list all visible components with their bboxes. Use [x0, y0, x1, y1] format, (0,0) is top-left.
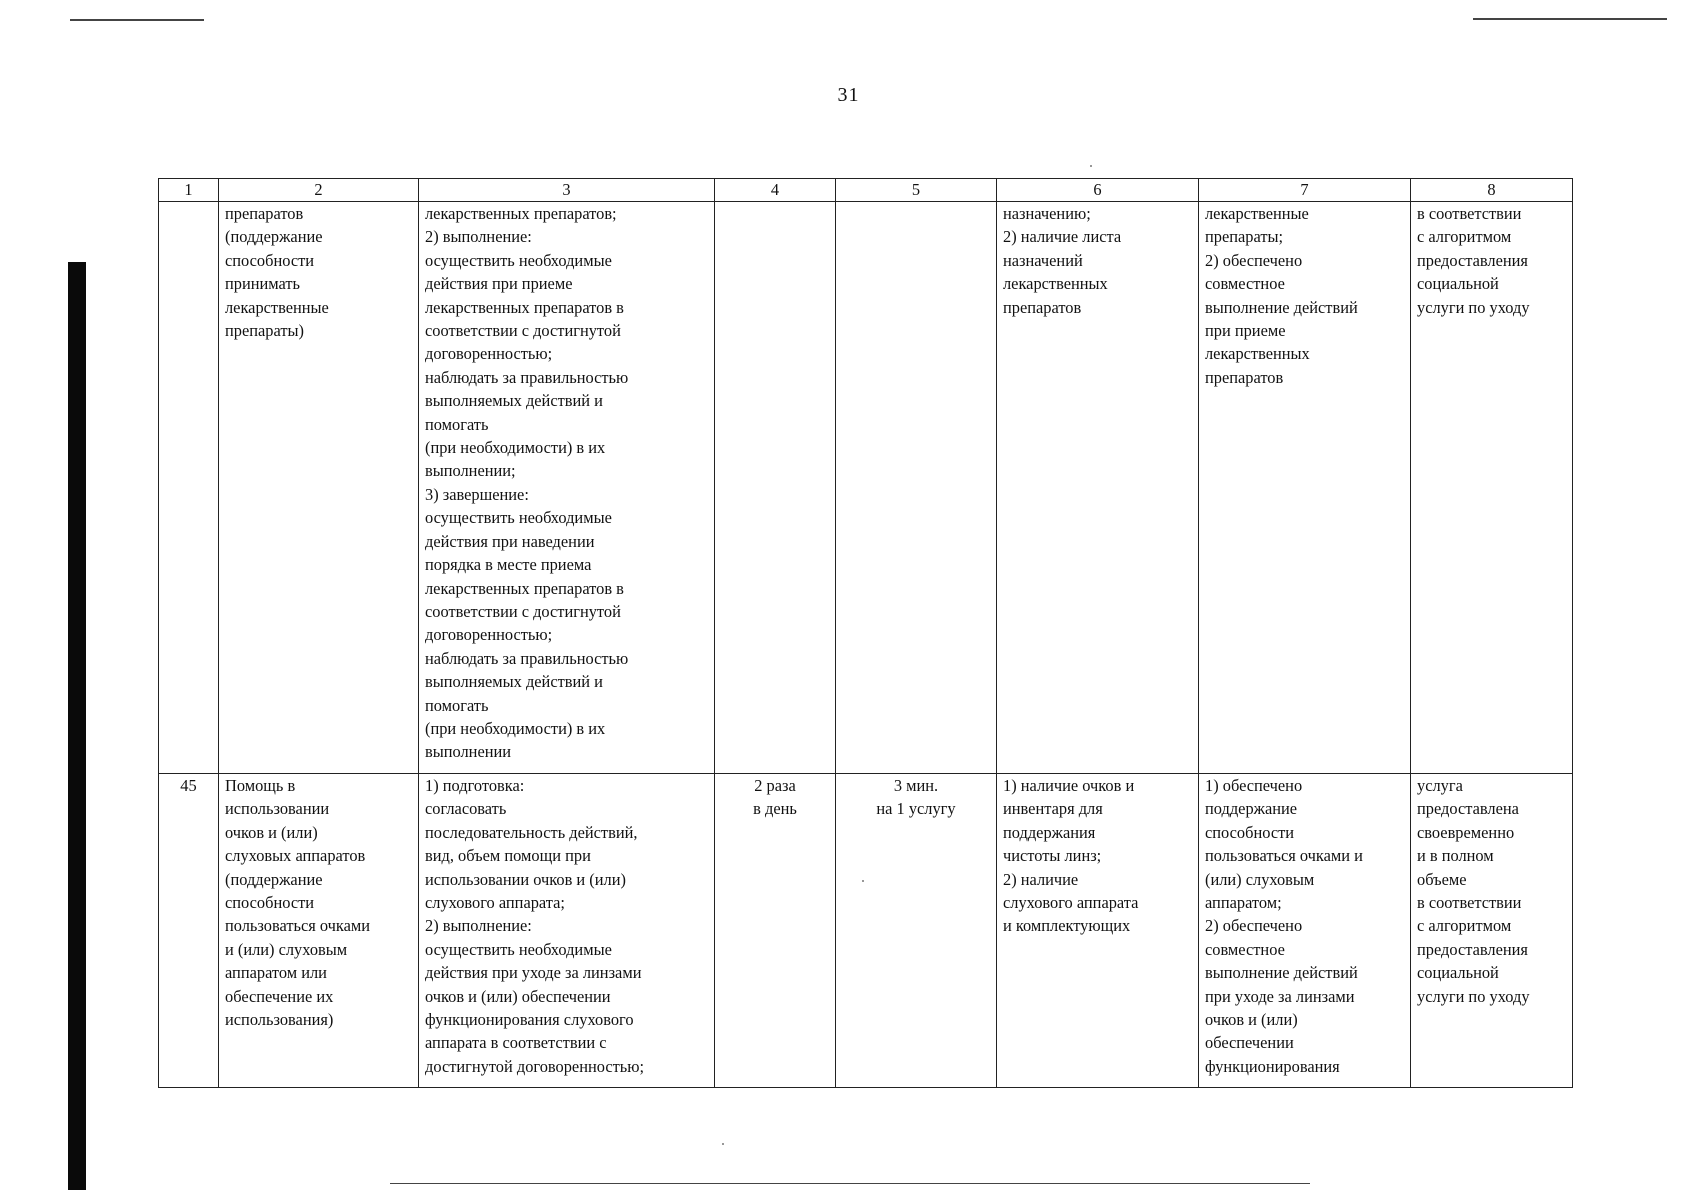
cell-text-line: (или) слуховым: [1205, 869, 1315, 889]
cell-text-line: 2) выполнение:: [425, 916, 532, 936]
cell-text-line: выполнении;: [425, 461, 516, 481]
column-number-header-row: [159, 179, 1573, 202]
cell-text-line: достигнутой договоренностью;: [425, 1056, 645, 1076]
cell-text-line: с алгоритмом: [1417, 227, 1512, 247]
cell-text-line: в соответствии: [1417, 204, 1522, 223]
cell-text-line: 3 мин.: [893, 776, 939, 795]
cell-text-line: 1) обеспечено: [1205, 776, 1303, 795]
scan-artifact-speck: [1090, 165, 1092, 167]
cell-text-line: помогать: [425, 414, 489, 434]
cell-text-line: совместное: [1205, 274, 1285, 294]
cell-text-line: 45: [180, 776, 197, 795]
cell-text-line: слуховых аппаратов: [225, 846, 366, 866]
cell-text-line: чистоты линз;: [1003, 846, 1102, 866]
column-header-7: 7: [1199, 179, 1411, 202]
cell-text-line: очков и (или) обеспечении: [425, 986, 611, 1006]
cell-text-line: (поддержание: [225, 227, 323, 247]
cell-text-line: использования): [225, 1010, 334, 1030]
cell-text-line: очков и (или): [225, 822, 318, 842]
quality-indicators-cell: [1199, 774, 1411, 1088]
cell-text-line: осуществить необходимые: [425, 508, 612, 528]
cell-text-line: функционирования: [1205, 1056, 1340, 1076]
cell-text-line: способности: [225, 250, 315, 270]
cell-text-line: способности: [1205, 822, 1295, 842]
cell-text-line: аппаратом;: [1205, 893, 1282, 913]
cell-text-line: 2) наличие листа: [1003, 227, 1122, 247]
cell-text-line: помогать: [425, 695, 489, 715]
column-header-4: 4: [715, 179, 836, 202]
column-header-6: 6: [997, 179, 1199, 202]
cell-text-line: аппарата в соответствии с: [425, 1033, 607, 1053]
cell-text-line: лекарственные: [1205, 204, 1309, 223]
cell-text-line: 2 раза: [754, 776, 796, 795]
cell-text-line: поддержание: [1205, 799, 1298, 819]
cell-text-line: препараты): [225, 321, 304, 341]
cell-text-line: действия при приеме: [425, 274, 573, 294]
cell-text-line: препаратов: [1003, 297, 1082, 317]
scan-artifact-top-left-line: [70, 19, 204, 21]
cell-text-line: использовании: [225, 799, 330, 819]
cell-text-line: выполнение действий: [1205, 963, 1358, 983]
cell-text-line: услуги по уходу: [1417, 986, 1530, 1006]
service-name-cell: [219, 774, 419, 1088]
scan-artifact-bottom-line: [390, 1183, 1310, 1184]
cell-text-line: действия при наведении: [425, 531, 595, 551]
cell-text-line: 3) завершение:: [425, 484, 529, 504]
cell-text-line: лекарственных: [1205, 344, 1310, 364]
cell-text-line: предоставлена: [1417, 799, 1519, 819]
evaluation-cell: [1411, 202, 1573, 774]
cell-text-line: наблюдать за правильностью: [425, 648, 629, 668]
scan-artifact-left-edge-bar: [68, 262, 86, 1190]
conditions-cell: [997, 202, 1199, 774]
cell-text-line: лекарственных препаратов;: [425, 204, 617, 223]
cell-text-line: назначений: [1003, 250, 1083, 270]
cell-text-line: выполнение действий: [1205, 297, 1358, 317]
cell-text-line: вид, объем помощи при: [425, 846, 591, 866]
quality-indicators-cell: [1199, 202, 1411, 774]
frequency-cell: [715, 774, 836, 1088]
cell-text-line: препаратов: [1205, 367, 1284, 387]
cell-text-line: препараты;: [1205, 227, 1284, 247]
cell-text-line: с алгоритмом: [1417, 916, 1512, 936]
column-header-8: 8: [1411, 179, 1573, 202]
column-header-2: 2: [219, 179, 419, 202]
service-name-cell: [219, 202, 419, 774]
cell-text-line: при приеме: [1205, 321, 1286, 341]
cell-text-line: в день: [753, 799, 797, 819]
duration-cell: [836, 202, 997, 774]
cell-text-line: наблюдать за правильностью: [425, 367, 629, 387]
cell-text-line: предоставления: [1417, 939, 1528, 959]
cell-text-line: лекарственных: [1003, 274, 1108, 294]
column-header-3: 3: [419, 179, 715, 202]
cell-text-line: 2) выполнение:: [425, 227, 532, 247]
cell-text-line: (при необходимости) в их: [425, 718, 606, 738]
cell-text-line: выполняемых действий и: [425, 672, 603, 692]
row-number-cell: [159, 202, 219, 774]
cell-text-line: осуществить необходимые: [425, 250, 612, 270]
duration-cell: [836, 774, 997, 1088]
cell-text-line: на 1 услугу: [876, 799, 956, 819]
cell-text-line: предоставления: [1417, 250, 1528, 270]
cell-text-line: слухового аппарата: [1003, 893, 1139, 913]
cell-text-line: соответствии с достигнутой: [425, 601, 621, 621]
cell-text-line: пользоваться очками: [225, 916, 371, 936]
row-number-cell: [159, 774, 219, 1088]
service-content-cell: [419, 202, 715, 774]
cell-text-line: объеме: [1417, 869, 1467, 889]
cell-text-line: лекарственных препаратов в: [425, 297, 624, 317]
cell-text-line: и в полном: [1417, 846, 1494, 866]
cell-text-line: своевременно: [1417, 822, 1515, 842]
cell-text-line: социальной: [1417, 963, 1499, 983]
cell-text-line: порядка в месте приема: [425, 555, 592, 575]
cell-text-line: лекарственных препаратов в: [425, 578, 624, 598]
cell-text-line: в соответствии: [1417, 893, 1522, 913]
cell-text-line: лекарственные: [225, 297, 329, 317]
services-table: [158, 178, 1573, 1088]
cell-text-line: 2) обеспечено: [1205, 916, 1303, 936]
cell-text-line: Помощь в: [225, 776, 296, 795]
cell-text-line: функционирования слухового: [425, 1010, 634, 1030]
cell-text-line: осуществить необходимые: [425, 939, 612, 959]
evaluation-cell: [1411, 774, 1573, 1088]
cell-text-line: 2) наличие: [1003, 869, 1079, 889]
table-row: [159, 202, 1573, 774]
cell-text-line: соответствии с достигнутой: [425, 321, 621, 341]
column-header-1: 1: [159, 179, 219, 202]
cell-text-line: препаратов: [225, 204, 304, 223]
cell-text-line: 2) обеспечено: [1205, 250, 1303, 270]
table-row: [159, 774, 1573, 1088]
cell-text-line: использовании очков и (или): [425, 869, 626, 889]
cell-text-line: социальной: [1417, 274, 1499, 294]
cell-text-line: услуги по уходу: [1417, 297, 1530, 317]
cell-text-line: очков и (или): [1205, 1010, 1298, 1030]
cell-text-line: (поддержание: [225, 869, 323, 889]
scan-artifact-speck: [722, 1143, 724, 1145]
cell-text-line: договоренностью;: [425, 344, 553, 364]
cell-text-line: выполнении: [425, 742, 512, 762]
cell-text-line: (при необходимости) в их: [425, 438, 606, 458]
cell-text-line: совместное: [1205, 939, 1285, 959]
cell-text-line: и (или) слуховым: [225, 939, 348, 959]
cell-text-line: инвентаря для: [1003, 799, 1103, 819]
cell-text-line: назначению;: [1003, 204, 1091, 223]
cell-text-line: принимать: [225, 274, 301, 294]
service-content-cell: [419, 774, 715, 1088]
cell-text-line: 1) подготовка:: [425, 776, 525, 795]
cell-text-line: выполняемых действий и: [425, 391, 603, 411]
cell-text-line: последовательность действий,: [425, 822, 638, 842]
cell-text-line: договоренностью;: [425, 625, 553, 645]
column-header-5: 5: [836, 179, 997, 202]
cell-text-line: при уходе за линзами: [1205, 986, 1355, 1006]
scan-artifact-top-right-line: [1473, 18, 1667, 20]
cell-text-line: обеспечении: [1205, 1033, 1294, 1053]
cell-text-line: пользоваться очками и: [1205, 846, 1363, 866]
frequency-cell: [715, 202, 836, 774]
cell-text-line: 1) наличие очков и: [1003, 776, 1135, 795]
cell-text-line: обеспечение их: [225, 986, 334, 1006]
cell-text-line: слухового аппарата;: [425, 893, 565, 913]
conditions-cell: [997, 774, 1199, 1088]
cell-text-line: аппаратом или: [225, 963, 327, 983]
page-number: 31: [837, 84, 860, 106]
cell-text-line: услуга: [1417, 776, 1463, 795]
cell-text-line: действия при уходе за линзами: [425, 963, 642, 983]
cell-text-line: согласовать: [425, 799, 507, 819]
cell-text-line: способности: [225, 893, 315, 913]
cell-text-line: поддержания: [1003, 822, 1096, 842]
cell-text-line: и комплектующих: [1003, 916, 1131, 936]
